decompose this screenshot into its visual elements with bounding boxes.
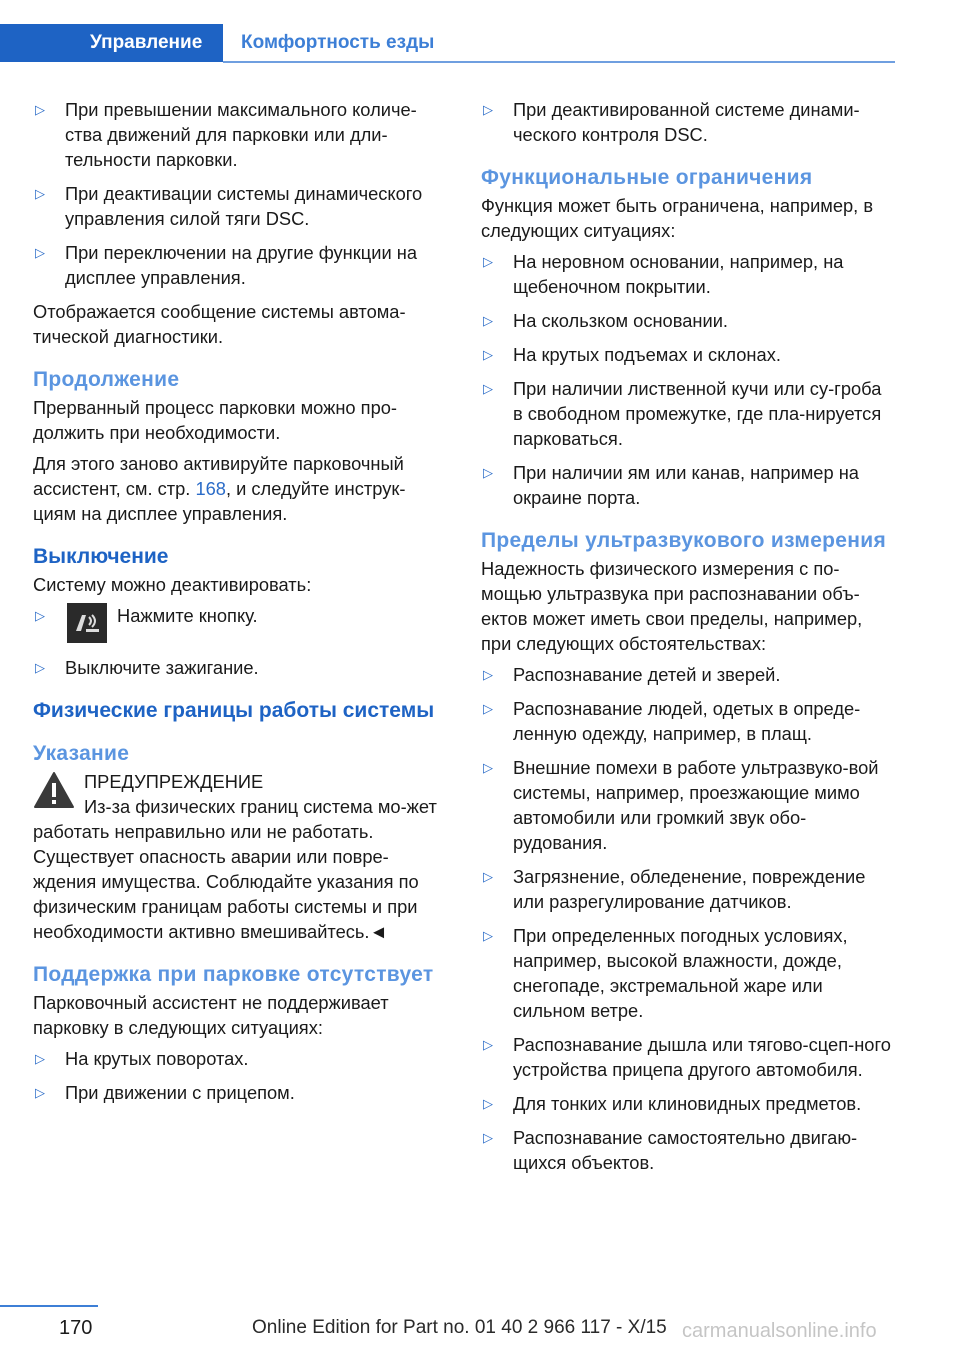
warning-block bbox=[33, 769, 448, 794]
bullet-triangle-icon: ▷ bbox=[483, 1096, 493, 1111]
list-item-button bbox=[33, 603, 448, 647]
page-header bbox=[0, 0, 960, 64]
list-item-text: Для тонких или клиновидных предметов. bbox=[513, 1093, 862, 1114]
list-item bbox=[481, 460, 896, 510]
list-item-text: Выключите зажигание. bbox=[65, 657, 259, 678]
list-item-text: Внешние помехи в работе ультразвуко-вой системы, например, проезжающие мимо автомобили или громкий звук обо-рудования. bbox=[513, 757, 879, 853]
bullet-triangle-icon: ▷ bbox=[483, 760, 493, 775]
bullet-triangle-icon: ▷ bbox=[35, 1051, 45, 1066]
list-item-text: Распознавание самостоятельно двигаю-щихся объектов. bbox=[513, 1127, 858, 1173]
edition-footer: Online Edition for Part no. 01 40 2 966 117 - X/15 bbox=[252, 1317, 667, 1338]
bullet-triangle-icon: ▷ bbox=[483, 701, 493, 716]
list-item-text: Распознавание дышла или тягово-сцеп-ного устройства прицепа другого автомобиля. bbox=[513, 1034, 891, 1080]
list-item-text: При деактивации системы динамического управления силой тяги DSC. bbox=[65, 183, 423, 229]
list-item bbox=[33, 1080, 448, 1105]
list-item bbox=[481, 97, 896, 147]
list-item bbox=[481, 376, 896, 451]
list-item bbox=[481, 662, 896, 687]
bullet-triangle-icon: ▷ bbox=[35, 608, 45, 623]
bullet-triangle-icon: ▷ bbox=[35, 660, 45, 675]
paragraph-switch-off: Систему можно деактивировать: bbox=[33, 574, 312, 595]
bullet-triangle-icon: ▷ bbox=[483, 1130, 493, 1145]
paragraph-ultrasound-limits: Надежность физического измерения с по-мощью ультразвука при распознавании объ-ектов может иметь свои пределы, например, при следующих обстоятельствах: bbox=[481, 558, 863, 654]
list-item bbox=[481, 696, 896, 746]
left-column bbox=[33, 97, 448, 1114]
list-item-text: При деактивированной системе динами-ческого контроля DSC. bbox=[513, 99, 860, 145]
list-item-text: На скользком основании. bbox=[513, 310, 728, 331]
page-number: 170 bbox=[59, 1317, 93, 1339]
list-item bbox=[481, 1032, 896, 1082]
list-item bbox=[33, 181, 448, 231]
paragraph-continue-1: Прерванный процесс парковки можно про-должить при необходимости. bbox=[33, 397, 397, 443]
warning-triangle-icon bbox=[33, 771, 75, 809]
list-item bbox=[481, 249, 896, 299]
section-tab-control[interactable]: Управление bbox=[0, 24, 223, 62]
text-span: Для этого заново активируйте парковочный ассистент, см. стр. bbox=[33, 453, 404, 499]
list-item bbox=[481, 1091, 896, 1116]
list-item bbox=[481, 342, 896, 367]
page-reference-link[interactable]: 168 bbox=[195, 478, 226, 499]
list-item-text: При наличии ям или канав, например на окраине порта. bbox=[513, 462, 859, 508]
header-rule bbox=[223, 61, 895, 63]
bullet-triangle-icon: ▷ bbox=[483, 928, 493, 943]
right-column bbox=[481, 97, 896, 1184]
watermark-text: carmanualsonline.info bbox=[682, 1320, 877, 1342]
text-span: , и следуйте инструк-циям на дисплее управления. bbox=[33, 478, 406, 524]
list-item-text: На крутых поворотах. bbox=[65, 1048, 249, 1069]
bullet-triangle-icon: ▷ bbox=[483, 254, 493, 269]
bullet-triangle-icon: ▷ bbox=[35, 186, 45, 201]
paragraph-continue-2 bbox=[33, 451, 448, 526]
paragraph-function-limits: Функция может быть ограничена, например, в следующих ситуациях: bbox=[481, 195, 874, 241]
list-item bbox=[481, 308, 896, 333]
list-item-text: Нажмите кнопку. bbox=[117, 605, 258, 626]
heading-continue: Продолжение bbox=[33, 368, 180, 391]
bullet-triangle-icon: ▷ bbox=[483, 869, 493, 884]
footer-rule bbox=[0, 1305, 98, 1307]
bullet-triangle-icon: ▷ bbox=[483, 347, 493, 362]
heading-switch-off: Выключение bbox=[33, 545, 169, 568]
bullet-triangle-icon: ▷ bbox=[483, 1037, 493, 1052]
list-item-text: При определенных погодных условиях, например, высокой влажности, дожде, снегопаде, экстремальной жаре или сильном ветре. bbox=[513, 925, 848, 1021]
heading-note: Указание bbox=[33, 742, 130, 765]
bullet-triangle-icon: ▷ bbox=[35, 102, 45, 117]
list-item-text: При наличии лиственной кучи или су-гроба в свободном промежутке, где пла-нируется парковаться. bbox=[513, 378, 882, 449]
paragraph-no-support: Парковочный ассистент не поддерживает парковку в следующих ситуациях: bbox=[33, 992, 389, 1038]
bullet-triangle-icon: ▷ bbox=[483, 667, 493, 682]
bullet-triangle-icon: ▷ bbox=[483, 102, 493, 117]
list-item bbox=[33, 1046, 448, 1071]
bullet-triangle-icon: ▷ bbox=[483, 465, 493, 480]
warning-body: Из-за физических границ система мо-жет работать неправильно или не работать. Существует опасность аварии или повре-ждения имущества. Соблюдайте указания по физическим границам работы системы и при необходимости активно вмешивайтесь.◄ bbox=[33, 796, 437, 942]
list-item-text: Распознавание людей, одетых в опреде-ленную одежду, например, в плащ. bbox=[513, 698, 861, 744]
heading-function-limits: Функциональные ограничения bbox=[481, 166, 813, 189]
list-item-text: Распознавание детей и зверей. bbox=[513, 664, 781, 685]
list-item-text: Загрязнение, обледенение, повреждение или разрегулирование датчиков. bbox=[513, 866, 866, 912]
list-item-text: На крутых подъемах и склонах. bbox=[513, 344, 781, 365]
heading-ultrasound-limits: Пределы ультразвукового измерения bbox=[481, 529, 887, 552]
heading-no-support: Поддержка при парковке отсутствует bbox=[33, 963, 434, 986]
park-assist-button-icon bbox=[67, 603, 107, 643]
list-item bbox=[481, 923, 896, 1023]
list-item bbox=[481, 864, 896, 914]
list-item bbox=[481, 755, 896, 855]
bullet-triangle-icon: ▷ bbox=[483, 381, 493, 396]
list-item bbox=[481, 1125, 896, 1175]
bullet-triangle-icon: ▷ bbox=[35, 245, 45, 260]
list-item bbox=[33, 240, 448, 290]
list-item-text: При превышении максимального количе-ства движений для парковки или дли-тельности парковки. bbox=[65, 99, 417, 170]
bullet-triangle-icon: ▷ bbox=[35, 1085, 45, 1100]
list-item bbox=[33, 655, 448, 680]
list-item-text: На неровном основании, например, на щебеночном покрытии. bbox=[513, 251, 844, 297]
list-item-text: При движении с прицепом. bbox=[65, 1082, 295, 1103]
list-item-text: При переключении на другие функции на дисплее управления. bbox=[65, 242, 418, 288]
warning-title: ПРЕДУПРЕЖДЕНИЕ bbox=[84, 771, 264, 792]
section-tab-comfort[interactable]: Комфортность езды bbox=[241, 32, 435, 53]
heading-physical-limits: Физические границы работы системы bbox=[33, 699, 435, 722]
bullet-triangle-icon: ▷ bbox=[483, 313, 493, 328]
list-item bbox=[33, 97, 448, 172]
paragraph-display-message: Отображается сообщение системы автома-тической диагностики. bbox=[33, 301, 406, 347]
